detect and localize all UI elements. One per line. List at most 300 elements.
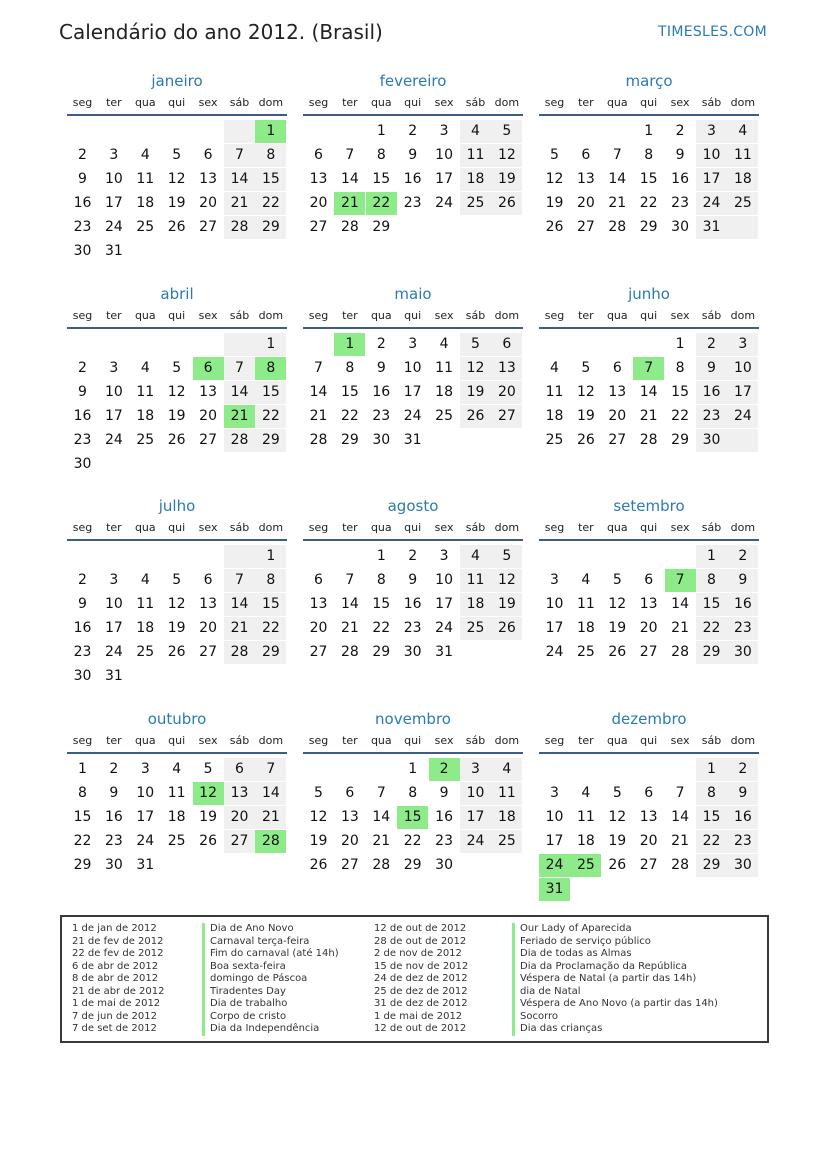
day-cell: 30 [73, 668, 92, 684]
legend-date: 24 de dez de 2012 [374, 973, 468, 984]
legend-date: 2 de nov de 2012 [374, 948, 462, 959]
holiday-day-cell: 2 [429, 758, 460, 781]
weekday-label: qui [168, 521, 186, 534]
day-cell: 25 [136, 219, 155, 235]
day-cell: 11 [136, 596, 155, 612]
day-cell: 1 [78, 761, 87, 777]
month-rule [67, 327, 287, 329]
day-cell: 12 [576, 384, 595, 400]
legend-holiday-name: Corpo de cristo [202, 1011, 339, 1024]
month-rule [539, 114, 759, 116]
day-cell: 23 [104, 833, 123, 849]
day-cell: 26 [576, 432, 595, 448]
day-cell: 30 [403, 644, 422, 660]
day-cell: 17 [545, 620, 564, 636]
day-cell: 23 [671, 195, 689, 211]
day-cell: 22 [255, 192, 286, 215]
day-cell: 6 [644, 572, 654, 588]
weekday-label: dom [730, 96, 756, 109]
weekday-label: sex [434, 734, 454, 747]
day-cell: 25 [136, 432, 155, 448]
day-cell: 6 [224, 758, 255, 781]
weekday-label: dom [494, 96, 520, 109]
weekday-label: qui [640, 96, 658, 109]
day-cell: 4 [581, 572, 591, 588]
day-cell: 3 [109, 572, 119, 588]
legend-holiday-name: Carnaval terça-feira [202, 936, 339, 949]
day-cell: 21 [671, 620, 689, 636]
weekday-label: seg [72, 309, 93, 322]
weekday-label: qua [606, 309, 628, 322]
holiday-day-cell: 25 [570, 854, 601, 877]
holiday-day-cell: 6 [193, 357, 224, 380]
day-cell: 15 [255, 381, 286, 404]
day-cell: 8 [255, 144, 286, 167]
day-cell: 27 [491, 405, 522, 428]
day-cell: 5 [314, 785, 323, 801]
day-cell: 28 [340, 644, 359, 660]
day-cell: 15 [696, 806, 727, 829]
day-cell: 24 [696, 192, 727, 215]
day-cell: 20 [199, 408, 217, 424]
day-cell: 8 [376, 572, 386, 588]
day-cell: 3 [408, 336, 418, 352]
brand-link[interactable]: TIMESLES.COM [658, 24, 767, 40]
day-cell: 6 [612, 360, 622, 376]
weekday-label: sex [434, 309, 454, 322]
day-cell: 5 [203, 761, 213, 777]
day-cell: 27 [199, 432, 217, 448]
day-cell: 20 [491, 381, 522, 404]
day-cell: 28 [372, 857, 391, 873]
day-cell: 13 [309, 596, 328, 612]
day-cell: 31 [696, 216, 727, 239]
day-cell: 12 [608, 596, 627, 612]
day-cell: 22 [671, 408, 689, 424]
day-cell: 5 [550, 147, 559, 163]
day-cell: 18 [727, 168, 758, 191]
day-cell: 13 [608, 384, 627, 400]
day-cell: 27 [199, 644, 217, 660]
day-cell: 5 [172, 147, 182, 163]
day-cell: 15 [255, 593, 286, 616]
month-rule [539, 539, 759, 541]
day-cell: 1 [696, 758, 727, 781]
legend-date: 28 de out de 2012 [374, 935, 467, 947]
month-name: setembro [613, 497, 685, 515]
legend-date: 22 de fev de 2012 [72, 948, 164, 959]
day-cell: 11 [136, 384, 155, 400]
legend-date: 1 de mai de 2012 [374, 1010, 463, 1022]
legend-holiday-name: Our Lady of Aparecida [512, 923, 718, 936]
day-cell: 12 [608, 809, 627, 825]
day-cell: 10 [104, 596, 123, 612]
day-cell: 3 [550, 785, 559, 801]
day-cell: 30 [372, 432, 391, 448]
day-cell: 4 [140, 360, 150, 376]
legend-holiday-name: Boa sexta-feira [202, 961, 339, 974]
weekday-label: seg [308, 521, 329, 534]
weekday-label: qui [404, 734, 422, 747]
day-cell: 9 [675, 147, 685, 163]
day-cell: 10 [460, 782, 491, 805]
day-cell: 19 [491, 593, 522, 616]
day-cell: 2 [408, 123, 418, 139]
day-cell: 24 [545, 644, 564, 660]
day-cell: 16 [73, 620, 92, 636]
day-cell: 4 [460, 545, 491, 568]
weekday-label: qua [606, 96, 628, 109]
day-cell: 9 [376, 360, 386, 376]
legend-date: 12 de out de 2012 [374, 923, 467, 934]
day-cell: 2 [376, 336, 386, 352]
day-cell: 20 [309, 195, 328, 211]
weekday-label: sáb [465, 96, 486, 109]
weekday-label: qui [640, 521, 658, 534]
day-cell: 7 [224, 357, 255, 380]
weekday-label: dom [494, 309, 520, 322]
day-cell: 31 [435, 644, 453, 660]
legend-holiday-name: Dia da Independência [202, 1023, 339, 1036]
legend-date: 8 de abr de 2012 [72, 973, 159, 984]
day-cell: 16 [435, 809, 453, 825]
day-cell: 13 [639, 809, 658, 825]
day-cell: 30 [73, 243, 92, 259]
weekday-label: ter [342, 96, 358, 109]
day-cell: 8 [696, 782, 727, 805]
day-cell: 21 [340, 620, 359, 636]
legend-holiday-name: Socorro [512, 1011, 718, 1024]
legend-holiday-name: Tiradentes Day [202, 986, 339, 999]
legend-date: 12 de out de 2012 [374, 1023, 467, 1034]
holiday-day-cell: 7 [665, 569, 696, 592]
day-cell: 17 [727, 381, 758, 404]
day-cell: 14 [671, 809, 689, 825]
day-cell: 19 [576, 408, 595, 424]
day-cell: 19 [491, 168, 522, 191]
day-cell: 3 [439, 548, 449, 564]
day-cell: 21 [255, 806, 286, 829]
day-cell: 26 [167, 219, 186, 235]
day-cell: 3 [727, 333, 758, 356]
day-cell: 29 [403, 857, 422, 873]
day-cell: 21 [309, 408, 328, 424]
legend-date: 7 de set de 2012 [72, 1023, 157, 1034]
day-cell: 9 [696, 357, 727, 380]
day-cell: 12 [491, 569, 522, 592]
day-cell: 3 [439, 123, 449, 139]
weekday-label: sáb [701, 96, 722, 109]
day-cell: 25 [727, 192, 758, 215]
day-cell: 15 [671, 384, 689, 400]
holiday-day-cell: 21 [334, 192, 365, 215]
weekday-label: ter [106, 96, 122, 109]
day-cell: 7 [345, 147, 355, 163]
day-cell: 7 [612, 147, 622, 163]
day-cell: 22 [403, 833, 422, 849]
weekday-label: qua [134, 734, 156, 747]
holiday-legend [60, 915, 769, 1043]
weekday-label: dom [494, 521, 520, 534]
day-cell: 25 [576, 644, 595, 660]
day-cell: 15 [73, 809, 92, 825]
day-cell: 17 [403, 384, 422, 400]
day-cell: 11 [460, 144, 491, 167]
day-cell: 2 [727, 758, 758, 781]
weekday-label: qua [370, 521, 392, 534]
weekday-label: sex [670, 734, 690, 747]
day-cell: 30 [104, 857, 123, 873]
day-cell: 11 [727, 144, 758, 167]
weekday-label: sáb [465, 734, 486, 747]
month-rule [303, 327, 523, 329]
day-cell: 10 [696, 144, 727, 167]
day-cell: 6 [581, 147, 591, 163]
day-cell: 21 [224, 617, 255, 640]
weekday-label: sex [434, 521, 454, 534]
legend-holiday-name: Feriado de serviço público [512, 936, 718, 949]
legend-date: 7 de jun de 2012 [72, 1010, 157, 1022]
day-cell: 22 [255, 405, 286, 428]
day-cell: 14 [224, 593, 255, 616]
day-cell: 12 [460, 357, 491, 380]
day-cell: 29 [255, 429, 286, 452]
day-cell: 20 [639, 833, 658, 849]
weekday-label: qui [640, 734, 658, 747]
holiday-day-cell: 24 [539, 854, 570, 877]
day-cell: 30 [696, 429, 727, 452]
weekday-label: dom [730, 521, 756, 534]
day-cell: 8 [644, 147, 654, 163]
holiday-day-cell: 12 [193, 782, 224, 805]
day-cell: 8 [345, 360, 355, 376]
holiday-day-cell: 15 [397, 806, 428, 829]
day-cell: 13 [576, 171, 595, 187]
day-cell: 24 [403, 408, 422, 424]
day-cell: 14 [255, 782, 286, 805]
day-cell: 27 [639, 644, 658, 660]
day-cell: 8 [675, 360, 685, 376]
day-cell: 3 [460, 758, 491, 781]
day-cell: 26 [167, 644, 186, 660]
weekday-label: qui [404, 521, 422, 534]
day-cell: 9 [439, 785, 449, 801]
day-cell: 6 [203, 572, 213, 588]
legend-date: 15 de nov de 2012 [374, 960, 469, 972]
day-cell: 21 [372, 833, 391, 849]
day-cell: 12 [167, 596, 186, 612]
day-cell: 11 [435, 360, 453, 376]
weekend-blank-cell [727, 216, 758, 239]
day-cell: 11 [460, 569, 491, 592]
day-cell: 25 [545, 432, 564, 448]
day-cell: 19 [460, 381, 491, 404]
day-cell: 2 [675, 123, 685, 139]
day-cell: 31 [104, 243, 123, 259]
weekday-label: qua [370, 734, 392, 747]
day-cell: 20 [576, 195, 595, 211]
day-cell: 29 [696, 641, 727, 664]
weekday-label: seg [544, 521, 565, 534]
day-cell: 17 [104, 620, 123, 636]
day-cell: 10 [435, 572, 453, 588]
day-cell: 28 [340, 219, 359, 235]
legend-holiday-name: Dia de todas as Almas [512, 948, 718, 961]
day-cell: 17 [696, 168, 727, 191]
day-cell: 17 [545, 833, 564, 849]
legend-date: 31 de dez de 2012 [374, 998, 468, 1009]
day-cell: 6 [491, 333, 522, 356]
legend-dates-right [374, 923, 468, 1036]
day-cell: 5 [581, 360, 591, 376]
day-cell: 24 [435, 620, 453, 636]
day-cell: 14 [340, 171, 359, 187]
weekday-label: qui [404, 96, 422, 109]
day-cell: 22 [340, 408, 359, 424]
day-cell: 8 [255, 569, 286, 592]
day-cell: 18 [136, 195, 155, 211]
day-cell: 3 [696, 120, 727, 143]
legend-holiday-name: Dia da Proclamação da República [512, 961, 718, 974]
legend-holiday-name: dia de Natal [512, 986, 718, 999]
day-cell: 14 [224, 168, 255, 191]
day-cell: 8 [696, 569, 727, 592]
day-cell: 13 [199, 384, 217, 400]
day-cell: 31 [104, 668, 123, 684]
month-name: junho [628, 285, 670, 303]
legend-dates-left [72, 923, 164, 1036]
weekday-label: sex [198, 734, 218, 747]
month-name: novembro [375, 710, 451, 728]
day-cell: 14 [639, 384, 658, 400]
weekday-label: sáb [465, 521, 486, 534]
day-cell: 12 [545, 171, 564, 187]
day-cell: 4 [491, 758, 522, 781]
weekday-label: ter [578, 734, 594, 747]
day-cell: 31 [403, 432, 422, 448]
holiday-day-cell: 21 [224, 405, 255, 428]
day-cell: 14 [608, 171, 627, 187]
day-cell: 28 [671, 857, 689, 873]
day-cell: 8 [376, 147, 386, 163]
day-cell: 25 [167, 833, 186, 849]
day-cell: 4 [581, 785, 591, 801]
day-cell: 12 [167, 384, 186, 400]
day-cell: 20 [224, 806, 255, 829]
day-cell: 17 [136, 809, 155, 825]
day-cell: 11 [576, 809, 595, 825]
day-cell: 7 [224, 144, 255, 167]
day-cell: 28 [608, 219, 627, 235]
weekday-label: ter [578, 521, 594, 534]
day-cell: 13 [309, 171, 328, 187]
day-cell: 12 [491, 144, 522, 167]
day-cell: 26 [199, 833, 217, 849]
weekday-label: seg [544, 96, 565, 109]
day-cell: 9 [78, 384, 87, 400]
weekday-label: dom [494, 734, 520, 747]
day-cell: 20 [340, 833, 359, 849]
weekday-label: qua [134, 521, 156, 534]
day-cell: 23 [73, 432, 92, 448]
legend-names-right [512, 923, 718, 1036]
month-rule [67, 114, 287, 116]
day-cell: 1 [376, 123, 386, 139]
day-cell: 2 [727, 545, 758, 568]
day-cell: 27 [608, 432, 627, 448]
legend-date: 25 de dez de 2012 [374, 985, 468, 997]
day-cell: 4 [439, 336, 449, 352]
day-cell: 7 [224, 569, 255, 592]
holiday-day-cell: 8 [255, 357, 286, 380]
day-cell: 19 [608, 620, 627, 636]
day-cell: 5 [612, 572, 622, 588]
day-cell: 26 [491, 192, 522, 215]
month-rule [67, 752, 287, 754]
day-cell: 11 [136, 171, 155, 187]
day-cell: 9 [727, 569, 758, 592]
day-cell: 16 [671, 171, 689, 187]
day-cell: 29 [639, 219, 658, 235]
day-cell: 14 [224, 381, 255, 404]
day-cell: 1 [255, 545, 286, 568]
weekend-blank-cell [224, 545, 255, 568]
weekday-label: ter [342, 521, 358, 534]
day-cell: 24 [104, 219, 123, 235]
day-cell: 10 [403, 360, 422, 376]
day-cell: 2 [408, 548, 418, 564]
legend-date: 6 de abr de 2012 [72, 960, 159, 972]
day-cell: 14 [340, 596, 359, 612]
day-cell: 25 [460, 192, 491, 215]
weekday-label: dom [258, 96, 284, 109]
day-cell: 17 [435, 171, 453, 187]
weekday-label: ter [578, 96, 594, 109]
day-cell: 22 [639, 195, 658, 211]
day-cell: 6 [644, 785, 654, 801]
day-cell: 18 [136, 620, 155, 636]
day-cell: 16 [73, 195, 92, 211]
day-cell: 13 [199, 596, 217, 612]
day-cell: 28 [309, 432, 328, 448]
day-cell: 19 [167, 195, 186, 211]
weekday-label: qua [370, 309, 392, 322]
day-cell: 24 [136, 833, 155, 849]
day-cell: 6 [345, 785, 355, 801]
day-cell: 10 [136, 785, 155, 801]
day-cell: 5 [612, 785, 622, 801]
day-cell: 4 [140, 147, 150, 163]
day-cell: 19 [309, 833, 328, 849]
day-cell: 19 [608, 833, 627, 849]
day-cell: 27 [309, 644, 328, 660]
day-cell: 10 [545, 596, 564, 612]
day-cell: 27 [309, 219, 328, 235]
month-rule [539, 327, 759, 329]
day-cell: 20 [639, 620, 658, 636]
day-cell: 9 [408, 572, 418, 588]
legend-holiday-name: Dia de trabalho [202, 998, 339, 1011]
day-cell: 16 [727, 806, 758, 829]
day-cell: 24 [104, 644, 123, 660]
day-cell: 14 [671, 596, 689, 612]
weekday-label: seg [544, 734, 565, 747]
day-cell: 13 [340, 809, 359, 825]
day-cell: 5 [491, 120, 522, 143]
day-cell: 23 [73, 644, 92, 660]
day-cell: 18 [167, 809, 186, 825]
day-cell: 9 [78, 596, 87, 612]
